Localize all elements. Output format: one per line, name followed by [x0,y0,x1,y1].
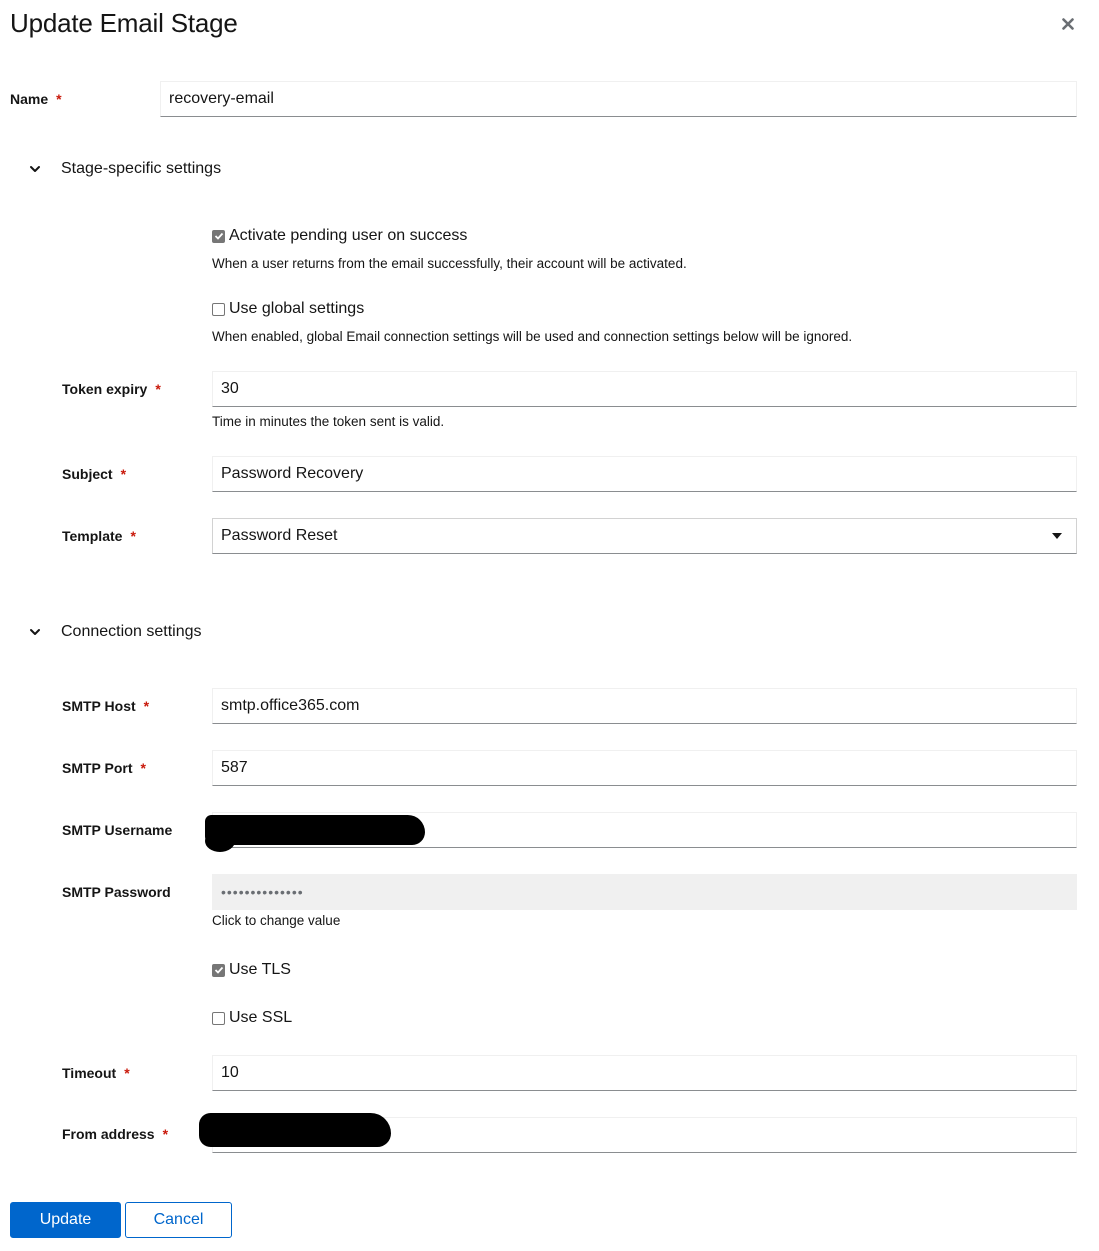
smtp-host-input[interactable]: smtp.office365.com [212,688,1077,724]
check-icon [214,231,224,241]
redaction-mark [205,815,425,845]
template-label [62,527,136,545]
token-expiry-help: Time in minutes the token sent is valid. [212,414,445,429]
use-global-checkbox[interactable] [212,303,225,316]
template-select-value: Password Reset [221,527,338,544]
template-label-text: Template [62,528,123,544]
caret-down-icon [1052,533,1062,539]
timeout-label [62,1064,130,1082]
token-expiry-input[interactable]: 30 [212,371,1077,407]
name-label-text: Name [10,91,49,107]
subject-label [62,465,126,483]
timeout-label-text: Timeout [62,1065,117,1081]
redaction-mark [199,1113,391,1147]
chevron-down-icon [29,626,41,638]
smtp-host-label-text: SMTP Host [62,698,136,714]
use-ssl-checkbox[interactable] [212,1012,225,1025]
smtp-password-help: Click to change value [212,913,341,928]
redaction-mark [205,830,235,852]
activate-pending-label: Activate pending user on success [229,227,468,244]
use-global-row [212,300,364,318]
smtp-port-label [62,759,146,777]
use-tls-row [212,961,291,979]
dialog-title: Update Email Stage [10,8,238,38]
smtp-password-label-text: SMTP Password [62,884,171,900]
required-marker: * [120,466,127,482]
stage-settings-toggle[interactable] [5,158,221,180]
required-marker: * [143,698,150,714]
smtp-password-input[interactable]: •••••••••••••• [212,874,1077,910]
required-marker: * [162,1126,169,1142]
smtp-username-label [62,821,172,839]
use-tls-label: Use TLS [229,961,291,978]
timeout-input[interactable]: 10 [212,1055,1077,1091]
update-button[interactable]: Update [10,1202,121,1238]
required-marker: * [124,1065,130,1081]
smtp-host-label [62,697,149,715]
from-address-label-text: From address [62,1126,155,1142]
required-marker: * [130,528,136,544]
smtp-port-input[interactable]: 587 [212,750,1077,786]
required-marker: * [56,91,62,107]
from-address-label [62,1125,168,1143]
activate-pending-help: When a user returns from the email successfully, their account will be activated. [212,256,687,271]
smtp-password-label [62,883,171,901]
check-icon [214,965,224,975]
activate-pending-row [212,227,467,245]
token-expiry-label-text: Token expiry [62,381,148,397]
stage-settings-label: Stage-specific settings [61,160,222,177]
name-input[interactable]: recovery-email [160,81,1077,117]
close-icon [1062,18,1074,30]
smtp-username-label-text: SMTP Username [62,822,173,838]
close-button[interactable] [1056,12,1080,36]
name-label [10,90,62,108]
activate-pending-checkbox[interactable] [212,230,225,243]
token-expiry-label [62,380,161,398]
subject-label-text: Subject [62,466,113,482]
cancel-button[interactable]: Cancel [125,1202,232,1238]
connection-settings-label: Connection settings [61,623,202,640]
required-marker: * [155,381,161,397]
connection-settings-toggle[interactable] [5,621,202,643]
use-global-help: When enabled, global Email connection settings will be used and connection settings below will be ignored. [212,329,853,344]
chevron-down-icon [29,163,41,175]
required-marker: * [140,760,146,776]
subject-input[interactable]: Password Recovery [212,456,1077,492]
use-ssl-label: Use SSL [229,1009,293,1026]
smtp-port-label-text: SMTP Port [62,760,133,776]
use-ssl-row [212,1009,292,1027]
template-select[interactable] [212,518,1077,554]
use-tls-checkbox[interactable] [212,964,225,977]
use-global-label: Use global settings [229,300,365,317]
